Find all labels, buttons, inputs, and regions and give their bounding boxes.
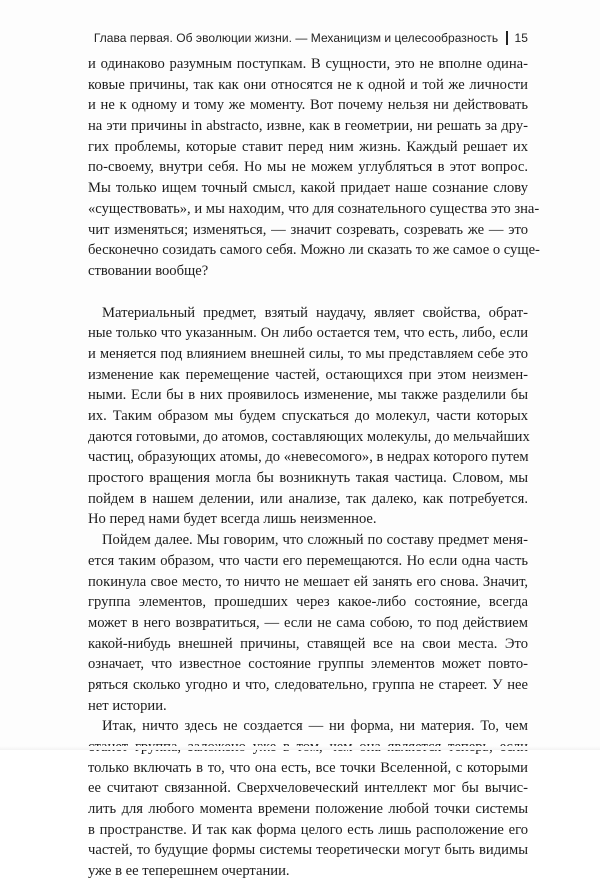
text-line: может в него возвратиться, — если не сама собою, то под действием [88,614,528,631]
text-line: Итак, ничто здесь не создается — ни форма, ни материя. То, чем [102,718,528,735]
text-line: ными. Если бы в них проявилось изменение, мы также разделили бы [88,387,528,404]
text-line: уже в ее теперешнем очертании. [88,863,290,880]
text-line: ствовании вообще? [88,262,209,279]
text-line: ные только что указанным. Он либо остается тем, что есть, либо, если [88,325,528,342]
paragraph [88,530,528,716]
paragraph [88,54,540,282]
text-line: какой-нибудь внешней причины, ставящей все на свои места. Это [88,635,528,652]
page-number: 15 [514,31,528,45]
text-line: покинула свое место, то ничто не мешает ей занять его снова. Значит, [88,573,528,590]
body-text [88,54,540,882]
header-separator [506,31,507,45]
text-line: бесконечно созидать самого себя. Можно ли сказать то же самое о суще- [88,242,540,259]
text-line: частиц, образующих атомы, до «невесомого», в недрах которого путем [88,449,529,466]
paragraph [88,716,528,882]
text-line: чит изменяться; изменяться, — значит созревать, созревать же — это [88,221,528,238]
paragraph-gap [88,282,528,303]
text-line: ковые причины, так как они относятся не к одной и той же личности [88,76,528,93]
page-edge-shadow [0,746,600,750]
text-line: простого вращения могла бы возникнуть такая частица. Словом, мы [88,470,528,487]
text-line: означает, что известное состояние группы элементов может повто- [88,656,528,673]
paragraph [88,303,528,531]
chapter-title: Глава первая. Об эволюции жизни. — Механицизм и целесообразность [93,31,499,45]
text-line: только включать в то, что она есть, все точки Вселенной, с которыми [88,759,528,776]
text-line: нет истории. [88,697,167,714]
text-line: Мы только ищем точный смысл, какой придает наше сознание слову [88,180,528,197]
text-line: и не к одному и тому же моменту. Вот почему нельзя ни действовать [88,97,528,114]
text-line: лить для любого момента времени положение любой точки системы [88,801,528,818]
text-line: «существовать», и мы находим, что для сознательного существа это зна- [88,200,540,217]
text-line: в пространстве. И так как форма целого есть лишь расположение его [88,821,528,838]
text-line: частей, то будущие формы системы теоретически могут быть видимы [88,842,528,859]
text-line: и одинаково разумным поступкам. В сущности, это не вполне одина- [88,56,528,72]
text-line: ее считают связанной. Сверхчеловеческий интеллект мог бы вычис- [88,780,528,797]
text-line: Пойдем далее. Мы говорим, что сложный по составу предмет меня- [102,532,528,549]
running-head [88,30,528,46]
text-line: на эти причины in abstracto, извне, как в геометрии, ни решать за дру- [88,118,528,135]
text-line: Материальный предмет, взятый наудачу, являет свойства, обрат- [102,304,528,321]
text-line: гих проблемы, которые ставит перед ним жизнь. Каждый решает их [88,138,528,155]
text-line: по-своему, внутри себя. Но мы не можем углубляться в этот вопрос. [88,159,528,176]
text-line: даются готовыми, до атомов, составляющих молекулы, до мельчайших [88,428,530,445]
text-line: Но перед нами будет всегда лишь неизменное. [88,511,377,528]
text-line: ется таким образом, что части его перемещаются. Но если одна часть [88,552,528,569]
text-line: и меняется под влиянием внешней силы, то мы представляем себе это [88,345,528,362]
text-line: изменение как перемещение частей, остающихся при этом неизмен- [88,366,528,383]
text-line: пойдем в нашем делении, или анализе, так далеко, как потребуется. [88,490,528,507]
text-line: группа элементов, прошедших через какое-либо состояние, всегда [88,594,528,611]
text-line: ряться сколько угодно и что, следовательно, группа не стареет. У нее [88,676,528,693]
text-line: их. Таким образом мы будем спускаться до молекул, части которых [88,408,528,424]
